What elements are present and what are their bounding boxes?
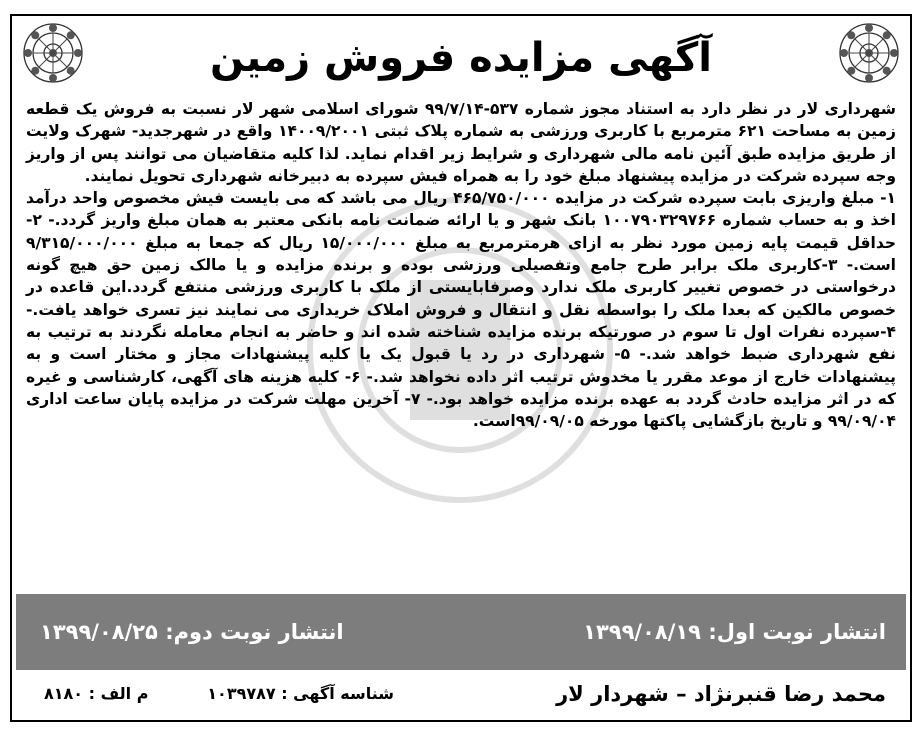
rosette-emblem-icon <box>22 22 84 84</box>
publication-band <box>16 594 906 670</box>
notice-footer <box>16 672 906 716</box>
signer-name: محمد رضا قنبرنژاد – شهردار لار <box>556 682 886 706</box>
notice-title: آگهی مزایده فروش زمین <box>210 35 712 81</box>
notice-body <box>26 98 896 590</box>
first-publication-date: انتشار نوبت اول: ۱۳۹۹/۰۸/۱۹ <box>583 620 886 644</box>
conditions-paragraph: ۱- مبلغ واریزی بابت سپرده شرکت در مزایده ۴۶۵/۷۵۰/۰۰۰ ریال می باشد که می بایست فیش مخصوص واحد درآمد اخذ و به حساب شماره ۱۰۰۷۹۰۳۲۹۷۶۶ بانک شهر و یا ارائه ضمانت نامه بانکی معتبر به همان مبلغ واریز گردد.- ۲- حداقل قیمت پایه زمین مورد نظر به ازای هرمترمربع به مبلغ ۱۵/۰۰۰/۰۰۰ ریال که جمعا به مبلغ ۹/۳۱۵/۰۰۰/۰۰۰ است.- ۳-کاربری ملک برابر طرح جامع وتفصیلی ورزشی بوده و برنده مزایده و یا مالک زمین حق هیچ گونه درخواستی در خصوص تغییر کاربری ملک ندارد وصرفابایستی از ملک با کاربری ورزشی منتفع گردد.این قاعده در خصوص مالکین که بعدا ملک را بواسطه نقل و انتقال و فروش املاک خریداری می نمایند نیز تسری خواهد یافت.- ۴-سپرده نفرات اول تا سوم در صورتیکه برنده مزایده شناخته شده اند و حاضر به انجام معامله نگردند به ترتیب به نفع شهرداری ضبط خواهد شد.- ۵- شهرداری در رد یا قبول یک یا کلیه پیشنهادات مجاز و مختار است و به پیشنهادات خارج از موعد مقرر یا مخدوش ترتیب اثر داده نخواهد شد.- ۶- کلیه هزینه های آگهی، کارشناسی و غیره که در اثر مزایده حادث گردد به عهده برنده مزایده خواهد بود.- ۷- آخرین مهلت شرکت در مزایده پایان ساعت اداری ۹۹/۰۹/۰۴ و تاریخ بازگشایی پاکتها مورخه ۹۹/۰۹/۰۵است. <box>26 189 897 431</box>
intro-paragraph: شهرداری لار در نظر دارد به استناد مجوز شماره ۵۳۷-۹۹/۷/۱۴ شورای اسلامی شهر لار نسبت به فروش یک قطعه زمین به مساحت ۶۲۱ مترمربع با کاربری ورزشی به شماره پلاک ثبتی ۱۴۰۰۹/۲۰۰۱ واقع در شهرجدید- شهرک ولایت از طریق مزایده طبق آئین نامه مالی شهرداری و شرایط زیر اقدام نماید. لذا کلیه متقاضیان می توانند پس از واریز وجه سپرده شرکت در مزایده پیشنهاد مبلغ خود را به همراه فیش سپرده به دبیرخانه شهرداری تحویل نمایند. <box>26 100 896 185</box>
ad-id: شناسه آگهی : ۱۰۳۹۷۸۷ <box>207 684 394 703</box>
second-publication-date: انتشار نوبت دوم: ۱۳۹۹/۰۸/۲۵ <box>40 620 344 644</box>
rosette-emblem-icon <box>838 22 900 84</box>
reference-number: م الف : ۸۱۸۰ <box>44 684 149 703</box>
